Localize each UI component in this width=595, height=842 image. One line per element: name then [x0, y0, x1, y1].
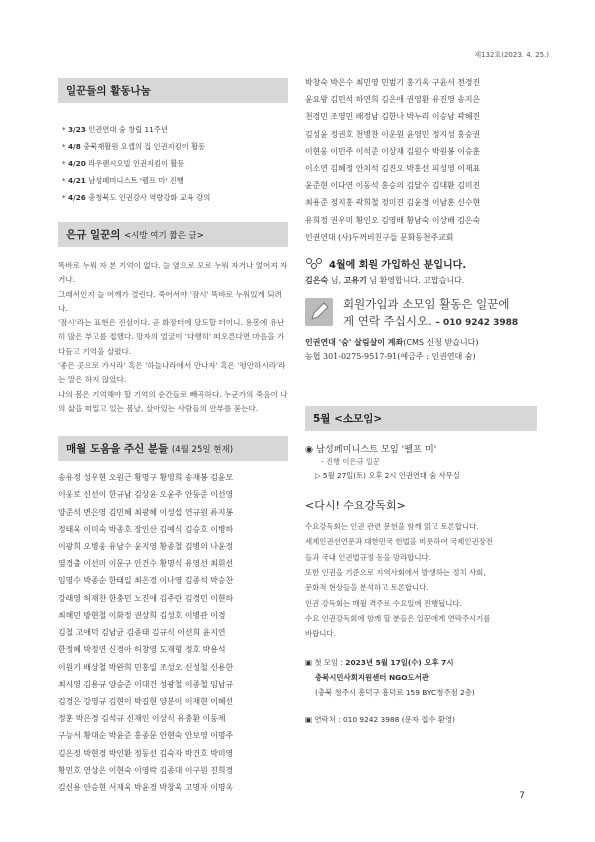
contact-info: ▣ 연락처 : 010 9242 3988 (문자 접수 환영) [305, 715, 456, 725]
right-column [305, 74, 537, 725]
bank-info: 인권연대 '숨' 살림살이 계좌(CMS 신청 받습니다) 농협 301-0275-9517-91(예금주 : 인권연대 숨) [305, 338, 479, 362]
activities-heading: 일꾼들의 활동나눔 [58, 78, 288, 103]
list-item: * 4/26 충청북도 인권강사 역량강화 교육 강의 [62, 193, 211, 202]
reading-club-body: 수요강독회는 인권 관련 문헌을 함께 읽고 토론합니다. 세계인권선언문과 대한민국 헌법을 비롯하여 국제인권장전 들과 국내 인권법규정 등을 망라합니다. 또한 인권을 기준으로 지역사회에서 발생하는 정치 사회, 문화적 현상들을 분석하고 토론합니다. 인권 강독회는 매월 격주로 수요일에 진행됩니다. 수요 인권강독회에 함께 할 분들은 일꾼에게 연락주시기를 바랍니다. [305, 522, 493, 639]
donor-line: 윤요왕 김민석 하연희 김은애 권영환 유진영 송지은 [305, 95, 481, 105]
donor-line: 이소연 김혜정 안치석 김진오 박홍선 피성영 이재표 [305, 164, 481, 174]
essay-paragraph: 그래서인지 늘 어깨가 결린다. 죽어서야 '잠시' 똑바로 누워있게 되려나. [58, 289, 282, 313]
donor-line: 염경출 이선미 이문구 안건수 황명식 유영선 최휘선 [58, 559, 234, 569]
reading-club-title: <다시! 수요강독회> [305, 499, 406, 513]
donor-line: 윤준현 이다연 이동석 홍승의 김달수 김대환 김미진 [305, 181, 481, 191]
donor-line: 양준석 변은영 김민혜 최광혜 이성섭 연규원 류지봉 [58, 507, 234, 517]
list-item: * 4/8 충북재활원 요셉의 집 인권지킴이 활동 [62, 142, 206, 151]
donor-line: 최시영 김용규 양승준 이대건 성광철 이종철 임남규 [58, 679, 234, 689]
donor-line: 김성윤 정권호 천병찬 이운원 윤영민 정지성 홍승권 [305, 129, 481, 139]
donor-line: 박창숙 박은수 최민영 민범기 홍기옥 구윤서 전경진 [305, 78, 481, 87]
join-phone: – 010 9242 3988 [435, 318, 519, 329]
essay-paragraph: 똑바로 누워 자 본 기억이 없다. 늘 옆으로 모로 누워 자거나 엎어져 자거나. [58, 261, 288, 285]
donors-heading: 매월 도움을 주신 분들 (4월 25일 현재) [58, 436, 288, 461]
donor-line: 구능서 황대순 박윤준 홍종문 안현숙 안보영 이명주 [58, 731, 234, 741]
essay-heading: 은규 일꾼의 <시방 여기 짧은 글> [58, 222, 288, 247]
meeting-detail: ▷ 5월 27일(토) 오후 2시 인권연대 숨 사무실 [315, 471, 460, 481]
donor-line: 정훈 박은경 김석규 신재인 이상식 유충환 이동제 [58, 714, 226, 724]
essay-paragraph: '좋은 곳으로 가시라' 혹은 '하늘나라에서 만나자' 혹은 '평안하시라'라는 말은 하지 않았다. [58, 361, 286, 385]
join-line1: 회원가입과 소모임 활동은 일꾼에 [343, 297, 510, 312]
donor-line: 이현웅 이민주 이석준 이상재 김원수 박원봉 이승훈 [305, 146, 481, 156]
first-meeting: ▣ 첫 모임 : 2023년 5월 17일(수) 오후 7시 충북시민사회지원센터 NGO도서관 (충북 청주시 흥덕구 흥덕로 159 BYC청주점 2층) [305, 658, 475, 698]
list-item: * 4/20 라우렌시오빌 인권지킴이 활동 [62, 159, 185, 168]
donor-line: 이원기 배상철 박완희 민홍일 조성오 신성철 신용한 [58, 662, 234, 672]
donor-line: 강래영 허재찬 한충민 노진애 김주란 김경민 이현하 [58, 593, 234, 603]
donor-line: 최용준 정지홍 곽희철 정미진 김윤경 이남훈 신수현 [305, 198, 481, 208]
donor-line: 송유정 성우현 오원근 황명구 황영희 송재봉 김윤모 [58, 473, 234, 483]
donor-line: 천경민 조영민 배정남 김한나 박누리 이승남 곽혜진 [305, 112, 481, 122]
people-icon [305, 257, 323, 271]
join-info [305, 296, 537, 332]
essay-paragraph: '잠시'라는 표현은 진심이다. 곧 화장터에 당도할 터이니. 용봉에 유난히 많은 부고를 접했다. 망자의 얼굴이 '다행히' 떠오른다면 마음을 가다듬고 기억을 살폈다. [58, 318, 285, 356]
list-item: * 4/21 남성페미니스트 '펠프 미' 진행 [62, 176, 184, 185]
donor-line: 김철 고애덕 김남균 김종태 김규식 이선희 윤지연 [58, 628, 226, 638]
join-line2: 게 연락 주십시오. [343, 314, 432, 329]
essay-body [58, 259, 288, 416]
welcome-names: 김은숙 님, 고유기 님 환영합니다. 고맙습니다. [305, 276, 465, 286]
donor-line: 김경은 강영규 김현이 박길현 양분이 이재현 이혜선 [58, 696, 234, 706]
donor-line: 인권연대 (사)두꺼비친구들 문화동천주교회 [305, 232, 454, 242]
welcome-heading: 4월에 회원 가입하신 분입니다. [305, 256, 537, 271]
donor-names-right [305, 74, 537, 246]
donor-line: 김은정 박현경 박인환 정동선 김숙자 박건호 박미영 [58, 748, 234, 758]
donor-line: 이광희 오병웅 유남수 윤지영 황종철 김병의 나윤정 [58, 542, 234, 552]
donor-line: 김신용 안승현 서재욱 박윤경 박창욱 고명자 이명옥 [58, 782, 234, 792]
donor-line: 최해민 방현철 이화정 권상희 김성호 이병관 이경 [58, 610, 226, 620]
essay-paragraph: 나의 봄은 기억해야 할 기억의 순간들로 빼곡하다. 누군가의 죽음이 나의 삶을 떠밀고 있는 봄날, 살아있는 사람들의 안부를 묻는다. [58, 389, 288, 413]
donor-line: 유희정 권우미 황인오 김영배 황남숙 이상배 김은숙 [305, 215, 481, 225]
list-item: * 3/23 인권연대 숨 창립 11주년 [62, 125, 168, 134]
left-column [58, 78, 288, 796]
issue-number: 제132호(2023. 4. 25.) [474, 51, 549, 59]
activity-list [62, 121, 288, 206]
donor-line: 한정혜 박정연 신경아 허창영 도재형 정호 박용석 [58, 645, 226, 655]
donor-line: 이웅로 신선이 한규남 김상윤 오윤주 안동준 이선영 [58, 490, 234, 500]
meeting-item: ◉ 남성페미니스트 모임 '펠프 미' [305, 444, 437, 456]
meeting-host: - 진행 이은규 일꾼 [321, 457, 380, 467]
meetings-heading: 5월 <소모임> [305, 406, 537, 431]
donor-names-left [58, 469, 288, 796]
donor-line: 임명수 박종순 한태일 최은경 이나영 김종석 박승찬 [58, 576, 234, 586]
page-number: 7 [519, 791, 525, 801]
pencil-icon [305, 298, 333, 326]
donor-line: 황민호 연상은 이현숙 이영락 김종대 이구원 진희경 [58, 765, 234, 775]
donor-line: 정태욱 이미숙 박종호 장인산 김예식 김승호 이병하 [58, 524, 234, 534]
